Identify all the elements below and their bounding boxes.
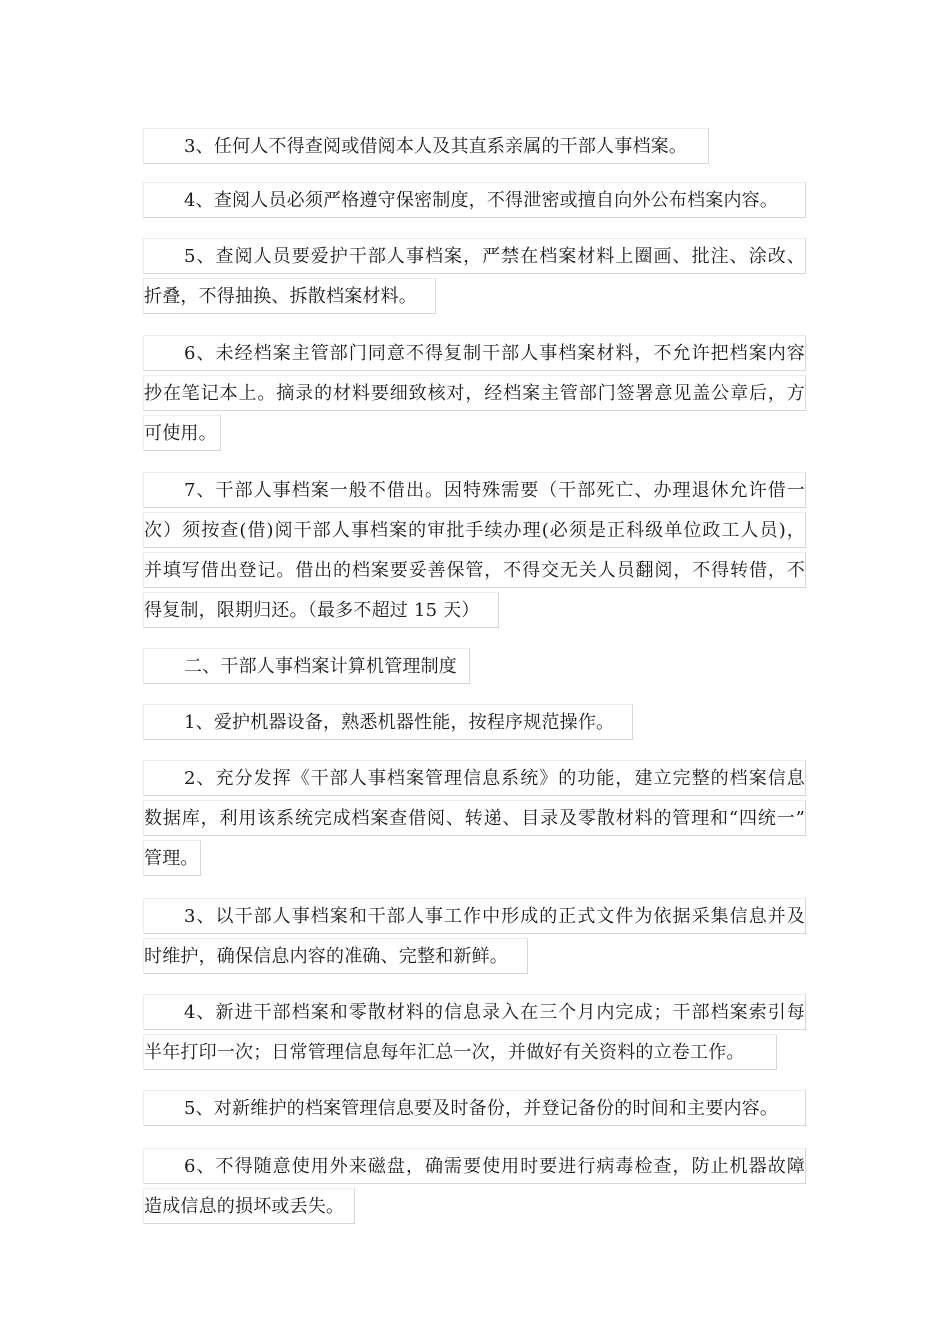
text-line: 得复制，限期归还。（最多不超过 15 天） bbox=[143, 592, 499, 628]
text-line: 3、以干部人事档案和干部人事工作中形成的正式文件为依据采集信息并及 bbox=[143, 898, 806, 934]
text-line: 4、查阅人员必须严格遵守保密制度，不得泄密或擅自向外公布档案内容。 bbox=[143, 182, 806, 218]
text-line: 可使用。 bbox=[143, 415, 221, 451]
text-line: 次）须按查(借)阅干部人事档案的审批手续办理(必须是正科级单位政工人员)， bbox=[143, 512, 806, 548]
text-line: 管理。 bbox=[143, 840, 201, 876]
text-line: 2、充分发挥《干部人事档案管理信息系统》的功能，建立完整的档案信息 bbox=[143, 760, 806, 796]
text-line: 时维护，确保信息内容的准确、完整和新鲜。 bbox=[143, 938, 528, 974]
text-line: 6、未经档案主管部门同意不得复制干部人事档案材料，不允许把档案内容 bbox=[143, 335, 806, 371]
text-line: 数据库，利用该系统完成档案查借阅、转递、目录及零散材料的管理和“四统一” bbox=[143, 800, 806, 836]
text-line: 3、任何人不得查阅或借阅本人及其直系亲属的干部人事档案。 bbox=[143, 128, 709, 164]
section-heading: 二、干部人事档案计算机管理制度 bbox=[143, 648, 470, 684]
text-line: 并填写借出登记。借出的档案要妥善保管，不得交无关人员翻阅，不得转借，不 bbox=[143, 552, 806, 588]
text-line: 6、不得随意使用外来磁盘，确需要使用时要进行病毒检查，防止机器故障 bbox=[143, 1148, 806, 1184]
text-line: 4、新进干部档案和零散材料的信息录入在三个月内完成；干部档案索引每 bbox=[143, 994, 806, 1030]
text-line: 5、对新维护的档案管理信息要及时备份，并登记备份的时间和主要内容。 bbox=[143, 1090, 806, 1126]
text-line: 5、查阅人员要爱护干部人事档案，严禁在档案材料上圈画、批注、涂改、 bbox=[143, 238, 806, 274]
text-line: 1、爱护机器设备，熟悉机器性能，按程序规范操作。 bbox=[143, 704, 633, 740]
text-line: 半年打印一次；日常管理信息每年汇总一次，并做好有关资料的立卷工作。 bbox=[143, 1034, 777, 1070]
text-line: 造成信息的损坏或丢失。 bbox=[143, 1188, 355, 1224]
text-line: 抄在笔记本上。摘录的材料要细致核对，经档案主管部门签署意见盖公章后，方 bbox=[143, 375, 806, 411]
text-line: 折叠，不得抽换、拆散档案材料。 bbox=[143, 278, 436, 314]
text-line: 7、干部人事档案一般不借出。因特殊需要（干部死亡、办理退休允许借一 bbox=[143, 472, 806, 508]
